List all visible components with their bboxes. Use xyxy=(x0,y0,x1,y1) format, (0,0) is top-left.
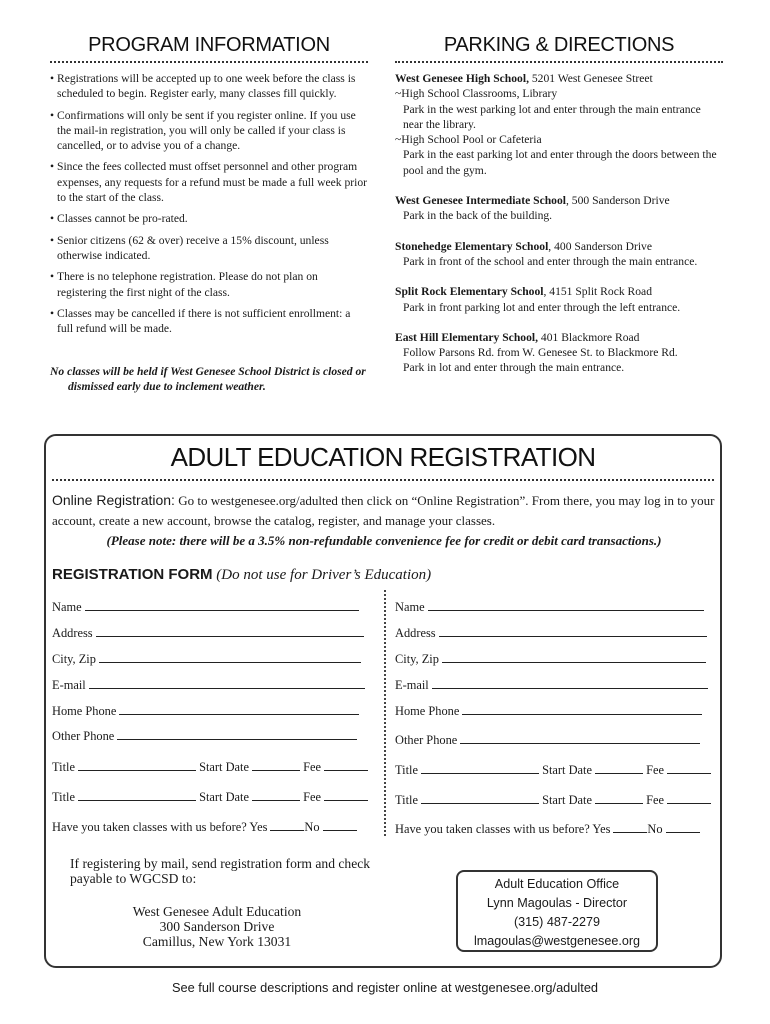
city-zip-blank[interactable] xyxy=(99,652,361,663)
mail-intro: If registering by mail, send registration form and check payable to WGCSD to: xyxy=(70,856,371,886)
list-item: • There is no telephone registration. Please do not plan on registering the first night of the class. xyxy=(50,269,368,300)
field-label: Title xyxy=(52,790,75,804)
office-phone: (315) 487-2279 xyxy=(513,915,601,929)
field-label: Other Phone xyxy=(395,733,458,747)
list-item: • Confirmations will only be sent if you register online. If you use the mail-in registration, you will only be called if your class is cancelled, or to advise you of a change. xyxy=(50,108,368,154)
other-phone-field[interactable] xyxy=(395,733,700,748)
no-blank[interactable] xyxy=(323,820,357,831)
school-entry xyxy=(395,193,723,224)
class-line[interactable] xyxy=(52,760,368,775)
home-phone-field[interactable] xyxy=(52,704,359,719)
online-registration-label: Online Registration: xyxy=(52,492,175,508)
fee-note: (Please note: there will be a 3.5% non-refundable convenience fee for credit or debit card transactions.) xyxy=(106,533,662,548)
office-director: Lynn Magoulas - Director xyxy=(486,896,628,910)
home-phone-field[interactable] xyxy=(395,704,702,719)
field-label: E-mail xyxy=(395,678,429,692)
email-field[interactable] xyxy=(52,678,365,693)
direction-line: Park in the back of the building. xyxy=(403,209,553,223)
school-name: West Genesee High School, xyxy=(395,72,529,85)
direction-line: Park in the west parking lot and enter through the main entrance near the library. xyxy=(403,102,701,131)
field-label: Start Date xyxy=(199,760,249,774)
start-date-blank[interactable] xyxy=(595,793,643,804)
school-name: East Hill Elementary School, xyxy=(395,330,538,344)
direction-line: Park in front of the school and enter through the main entrance. xyxy=(403,254,698,268)
field-label: No xyxy=(304,820,320,834)
name-blank[interactable] xyxy=(85,600,359,611)
field-label: Have you taken classes with us before? Yes xyxy=(52,820,268,834)
field-label: Start Date xyxy=(199,790,249,804)
registration-form-header xyxy=(52,566,431,584)
school-address: , 4151 Split Rock Road xyxy=(543,285,653,299)
home-phone-blank[interactable] xyxy=(462,704,702,715)
other-phone-field[interactable] xyxy=(52,729,357,744)
footer-text: See full course descriptions and register online at westgenesee.org/adulted xyxy=(171,980,599,995)
registration-form-label: REGISTRATION FORM xyxy=(52,566,213,583)
direction-line: ~High School Pool or Cafeteria xyxy=(395,133,542,147)
online-registration-body: Go to westgenesee.org/adulted then click on “Online Registration”. From there, you may log in to your account, create a new account, browse the catalog, register, and manage your classes. xyxy=(52,493,715,528)
program-information-section xyxy=(50,34,368,394)
home-phone-blank[interactable] xyxy=(119,704,359,715)
field-label: City, Zip xyxy=(395,652,439,666)
address-field[interactable] xyxy=(395,626,707,641)
field-label: Title xyxy=(52,760,75,774)
start-date-blank[interactable] xyxy=(595,763,643,774)
school-entry xyxy=(395,71,723,178)
name-field[interactable] xyxy=(52,600,359,615)
title-blank[interactable] xyxy=(78,760,196,771)
school-name: Split Rock Elementary School xyxy=(395,285,544,299)
fee-blank[interactable] xyxy=(667,793,711,804)
direction-line: Park in the east parking lot and enter through the doors between the pool and the gym. xyxy=(403,148,717,177)
office-email: lmagoulas@westgenesee.org xyxy=(473,934,641,948)
field-label: Fee xyxy=(646,793,664,807)
field-label: Have you taken classes with us before? Yes xyxy=(395,822,611,836)
start-date-blank[interactable] xyxy=(252,760,300,771)
field-label: E-mail xyxy=(52,678,86,692)
school-name: Stonehedge Elementary School xyxy=(395,239,549,253)
field-label: Address xyxy=(395,626,436,640)
parking-directions-section xyxy=(395,34,723,391)
yes-blank[interactable] xyxy=(270,820,304,831)
field-label: City, Zip xyxy=(52,652,96,666)
direction-line: ~High School Classrooms, Library xyxy=(395,87,558,101)
registration-box xyxy=(44,434,722,968)
email-field[interactable] xyxy=(395,678,708,693)
list-item: • Classes may be cancelled if there is not sufficient enrollment: a full refund will be made. xyxy=(50,306,368,337)
title-blank[interactable] xyxy=(421,793,539,804)
school-address: , 400 Sanderson Drive xyxy=(548,239,652,253)
field-label: Home Phone xyxy=(52,704,117,718)
address-line: Camillus, New York 13031 xyxy=(142,934,292,949)
address-blank[interactable] xyxy=(96,626,364,637)
parking-directions-title: PARKING & DIRECTIONS xyxy=(395,34,723,63)
field-label: Title xyxy=(395,793,418,807)
taken-before-field[interactable] xyxy=(395,822,700,837)
registration-form-note: (Do not use for Driver’s Education) xyxy=(216,567,432,583)
field-label: Title xyxy=(395,763,418,777)
address-blank[interactable] xyxy=(439,626,707,637)
yes-blank[interactable] xyxy=(613,822,647,833)
title-blank[interactable] xyxy=(421,763,539,774)
email-blank[interactable] xyxy=(432,678,708,689)
address-field[interactable] xyxy=(52,626,364,641)
field-label: Other Phone xyxy=(52,729,115,743)
field-label: Home Phone xyxy=(395,704,460,718)
list-item: • Classes cannot be pro-rated. xyxy=(50,211,368,226)
list-item: • Since the fees collected must offset personnel and other program expenses, any requests for a refund must be made a full week prior to the start of the class. xyxy=(50,159,368,205)
list-item: • Senior citizens (62 & over) receive a 15% discount, unless otherwise indicated. xyxy=(50,233,368,264)
fee-blank[interactable] xyxy=(667,763,711,774)
field-label: No xyxy=(647,822,663,836)
start-date-blank[interactable] xyxy=(252,790,300,801)
school-name: West Genesee Intermediate School xyxy=(395,194,566,208)
school-entry xyxy=(395,284,723,315)
online-registration-text xyxy=(52,490,720,531)
class-line[interactable] xyxy=(395,763,711,778)
direction-line: Park in lot and enter through the main entrance. xyxy=(403,361,625,375)
direction-line: Follow Parsons Rd. from W. Genesee St. to Blackmore Rd. xyxy=(403,346,678,360)
address-line: West Genesee Adult Education xyxy=(132,904,302,919)
taken-before-field[interactable] xyxy=(52,820,357,835)
registration-title: ADULT EDUCATION REGISTRATION xyxy=(52,442,714,481)
other-phone-blank[interactable] xyxy=(460,733,700,744)
school-address: 5201 West Genesee Street xyxy=(531,72,653,85)
field-label: Address xyxy=(52,626,93,640)
school-address: , 500 Sanderson Drive xyxy=(565,194,670,208)
field-label: Name xyxy=(52,600,82,614)
form-divider xyxy=(384,590,386,836)
class-line[interactable] xyxy=(52,790,368,805)
mail-instructions xyxy=(52,856,382,949)
address-line: 300 Sanderson Drive xyxy=(159,919,275,934)
school-address: 401 Blackmore Road xyxy=(540,330,640,344)
program-bullet-list xyxy=(50,71,368,336)
email-blank[interactable] xyxy=(89,678,365,689)
adult-education-office-box xyxy=(456,870,658,952)
list-item: • Registrations will be accepted up to one week before the class is scheduled to begin. Register early, many classes fill quickly. xyxy=(50,71,368,102)
school-entry xyxy=(395,330,723,376)
field-label: Fee xyxy=(646,763,664,777)
name-field[interactable] xyxy=(395,600,704,615)
field-label: Start Date xyxy=(542,763,592,777)
no-blank[interactable] xyxy=(666,822,700,833)
field-label: Fee xyxy=(303,790,321,804)
other-phone-blank[interactable] xyxy=(117,729,357,740)
city-zip-field[interactable] xyxy=(395,652,706,667)
title-blank[interactable] xyxy=(78,790,196,801)
weather-note: No classes will be held if West Genesee School District is closed or dismissed early due to inclement weather. xyxy=(50,365,366,394)
school-entry xyxy=(395,239,723,270)
field-label: Name xyxy=(395,600,425,614)
class-line[interactable] xyxy=(395,793,711,808)
direction-line: Park in front parking lot and enter through the left entrance. xyxy=(403,300,681,314)
fee-blank[interactable] xyxy=(324,760,368,771)
name-blank[interactable] xyxy=(428,600,704,611)
city-zip-blank[interactable] xyxy=(442,652,706,663)
mailing-address xyxy=(52,904,382,949)
fee-blank[interactable] xyxy=(324,790,368,801)
office-title: Adult Education Office xyxy=(494,877,620,891)
city-zip-field[interactable] xyxy=(52,652,361,667)
field-label: Start Date xyxy=(542,793,592,807)
program-information-title: PROGRAM INFORMATION xyxy=(50,34,368,63)
field-label: Fee xyxy=(303,760,321,774)
